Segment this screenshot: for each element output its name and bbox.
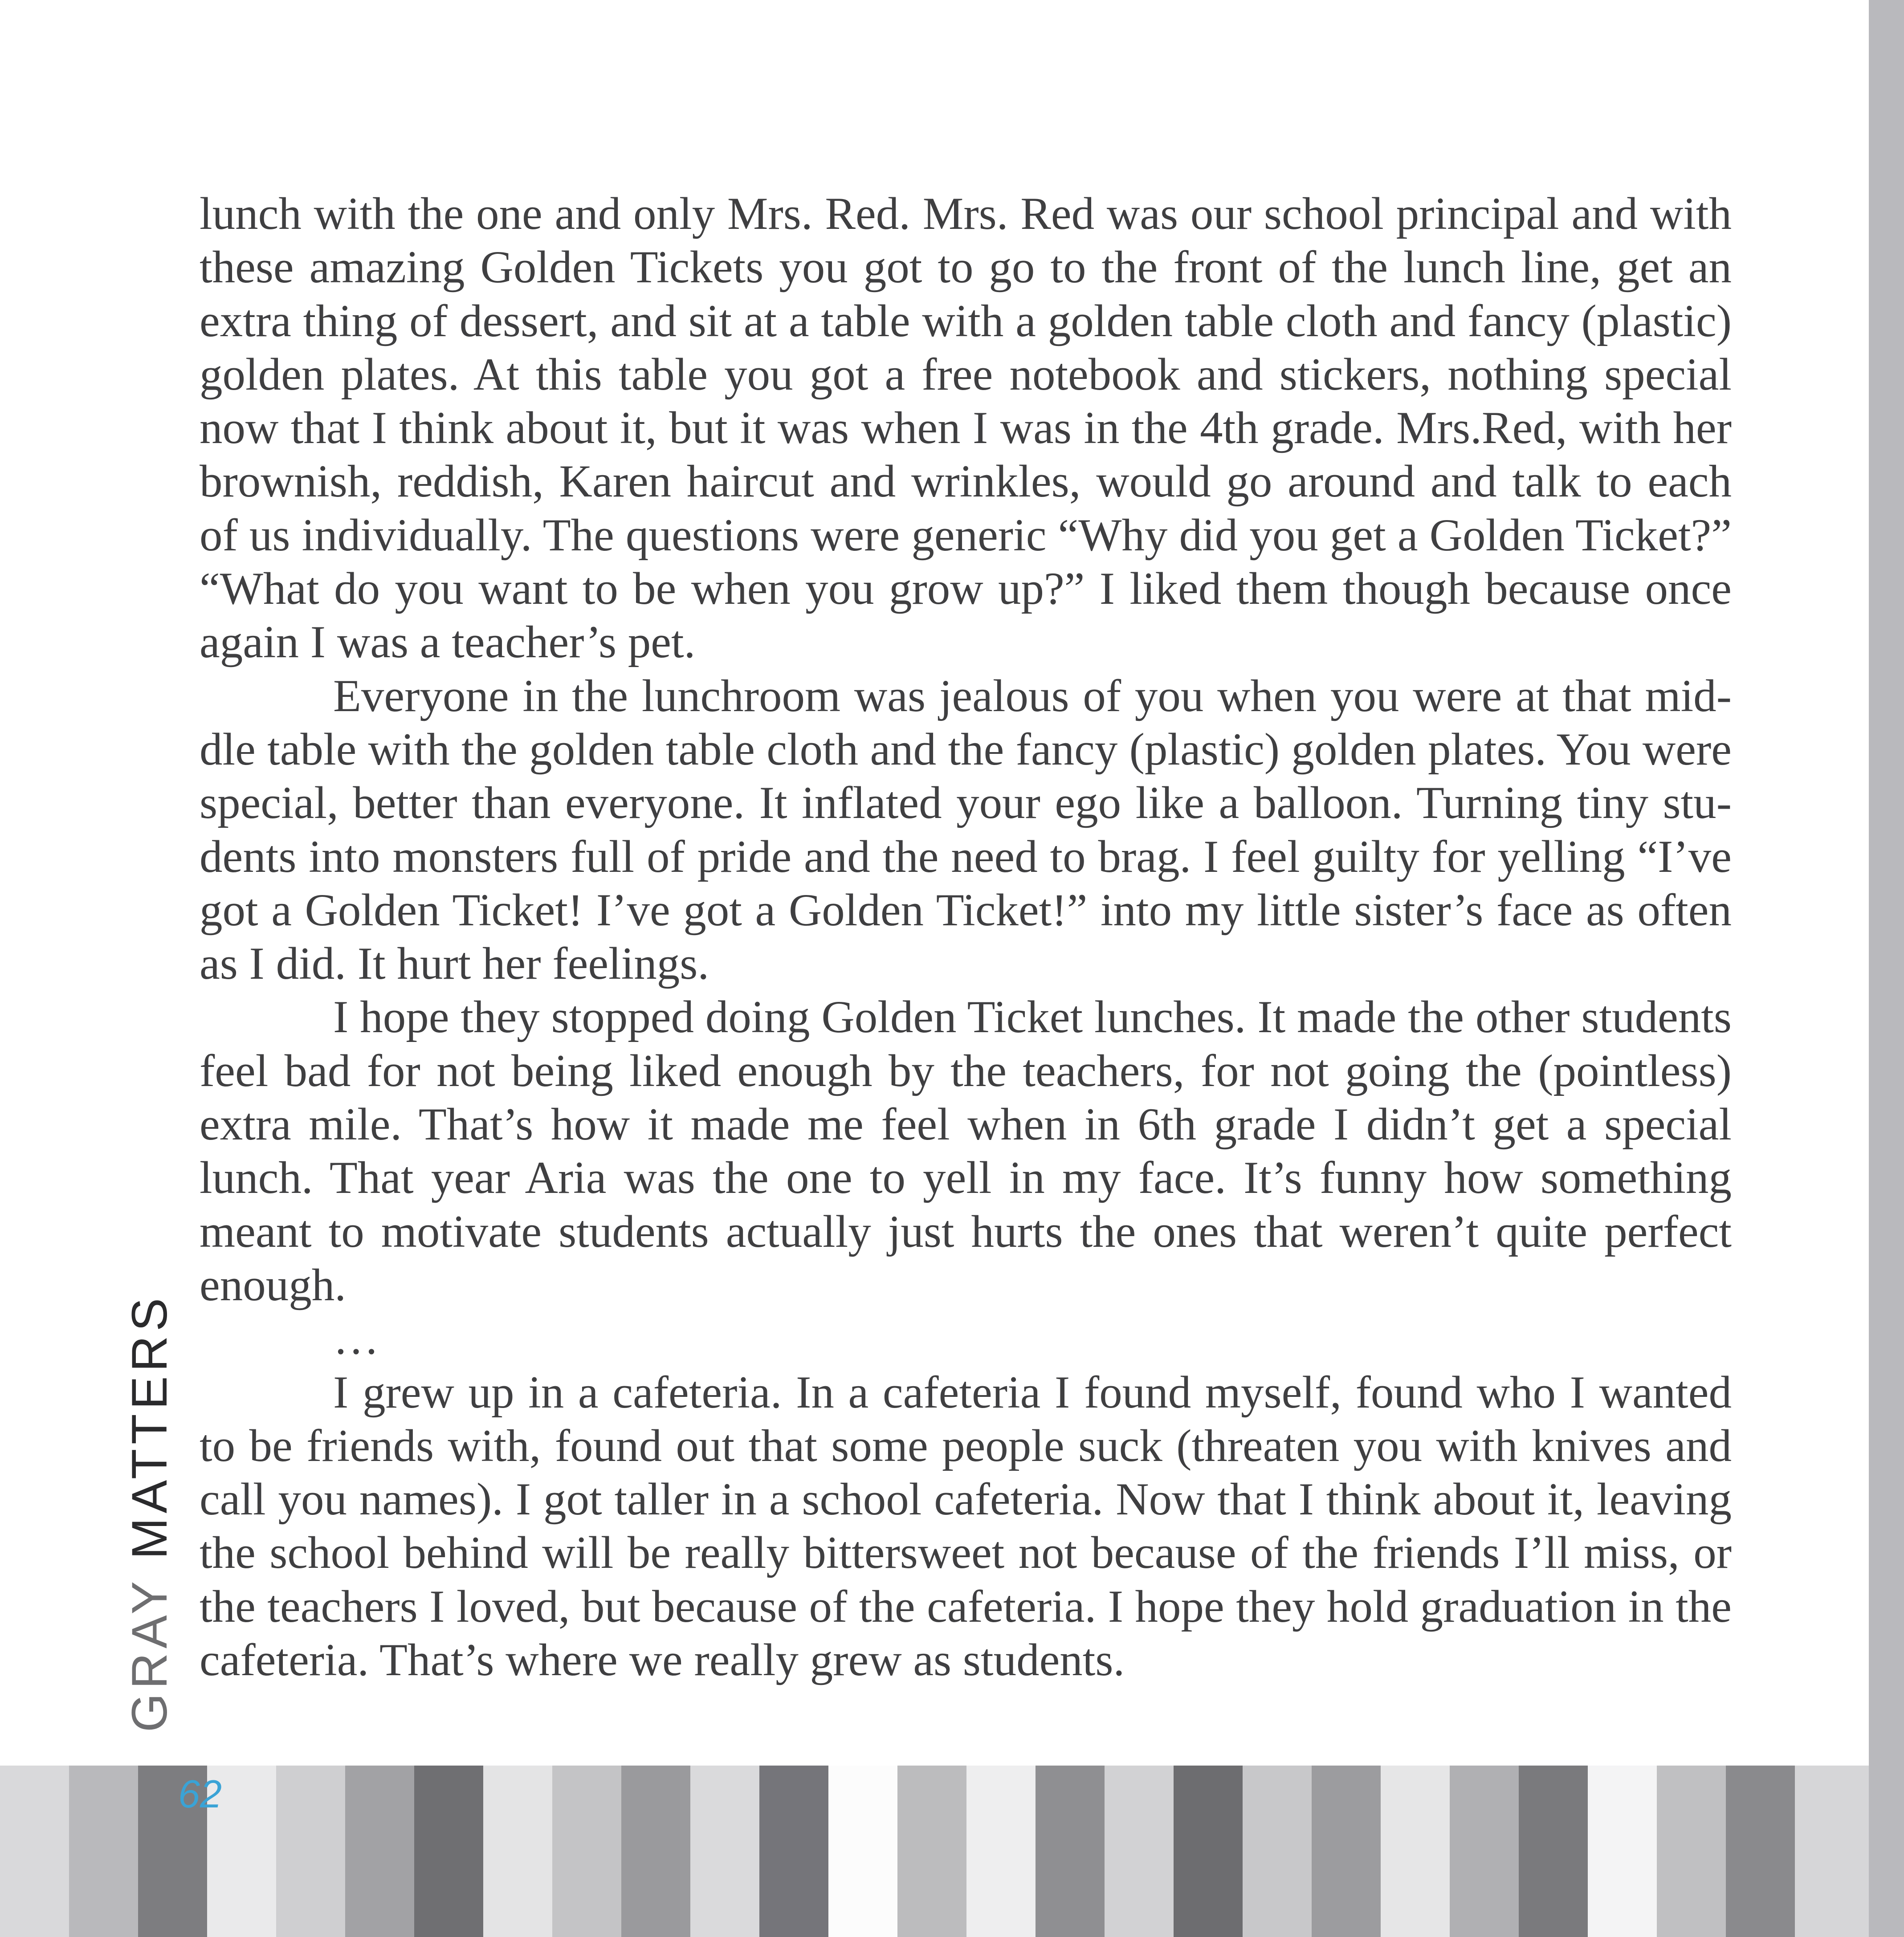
footer-stripe — [1036, 1766, 1105, 1937]
running-title — [122, 1293, 177, 1732]
footer-stripe — [1312, 1766, 1381, 1937]
section-break: … — [333, 1313, 379, 1364]
footer-stripe — [759, 1766, 828, 1937]
footer-stripe — [1726, 1766, 1795, 1937]
footer-stripe — [621, 1766, 690, 1937]
footer-stripe — [1450, 1766, 1519, 1937]
footer-stripe — [690, 1766, 759, 1937]
footer-stripe — [276, 1766, 345, 1937]
footer-stripe — [828, 1766, 897, 1937]
footer-stripe — [1519, 1766, 1588, 1937]
footer-stripe — [1795, 1766, 1869, 1937]
footer-stripe — [552, 1766, 621, 1937]
paragraph-4: I grew up in a cafeteria. In a cafeteria I found myself, found who I wanted to be friends with, found out that some people suck (threaten you with knives and call you names). I got taller in a school cafeteria. Now that I think about it, leaving the school behind will be really bittersweet not because of the friends I’ll miss, or the teachers I loved, but because of the cafeteria. I hope they hold graduation in the cafeteria. That’s where we really grew as students. — [200, 1367, 1732, 1686]
footer-stripe — [345, 1766, 414, 1937]
footer-stripe — [1174, 1766, 1243, 1937]
running-title-matters: MATTERS — [122, 1293, 177, 1559]
footer-stripe — [1657, 1766, 1726, 1937]
footer-stripe — [483, 1766, 552, 1937]
footer-stripe — [1243, 1766, 1312, 1937]
paragraph-1: lunch with the one and only Mrs. Red. Mrs. Red was our school principal and with these amazing Golden Tickets you got to go to the front of the lunch line, get an extra thing of dessert, and sit at a table with a golden table cloth and fancy (plastic) golden plates. At this table you got a free notebook and stickers, nothing special now that I think about it, but it was when I was in the 4th grade. Mrs.Red, with her brownish, reddish, Karen haircut and wrinkles, would go around and talk to each of us individually. The questions were generic “Why did you get a Golden Ticket?” “What do you want to be when you grow up?” I liked them though because once again I was a teacher’s pet. — [200, 188, 1732, 668]
running-title-gray: GRAY — [122, 1577, 177, 1732]
page-edge-band — [1869, 0, 1904, 1937]
footer-stripe — [0, 1766, 69, 1937]
footer-stripe — [1588, 1766, 1657, 1937]
footer-stripe — [1381, 1766, 1450, 1937]
paragraph-3: I hope they stopped doing Golden Ticket lunches. It made the other students feel bad for not being liked enough by the teachers, for not going the (pointless) extra mile. That’s how it made me feel when in 6th grade I didn’t get a special lunch. That year Aria was the one to yell in my face. It’s funny how something meant to motivate students actually just hurts the ones that weren’t quite perfect enough. — [200, 992, 1732, 1310]
footer-stripe — [897, 1766, 966, 1937]
paragraph-2: Everyone in the lunchroom was jealous of you when you were at that middle table with the golden table cloth and the fancy (plastic) golden plates. You were special, better than everyone. It inflated your ego like a balloon. Turning tiny students into monsters full of pride and the need to brag. I feel guilty for yelling “I’ve got a Golden Ticket! I’ve got a Golden Ticket!” into my little sister’s face as often as I did. It hurt her feelings. — [200, 670, 1732, 989]
footer-stripe-band — [0, 1766, 1869, 1937]
article-body — [200, 187, 1732, 1687]
footer-stripe — [414, 1766, 483, 1937]
footer-stripe — [69, 1766, 138, 1937]
page-number: 62 — [178, 1772, 222, 1816]
footer-stripe — [966, 1766, 1036, 1937]
footer-stripe — [1105, 1766, 1174, 1937]
